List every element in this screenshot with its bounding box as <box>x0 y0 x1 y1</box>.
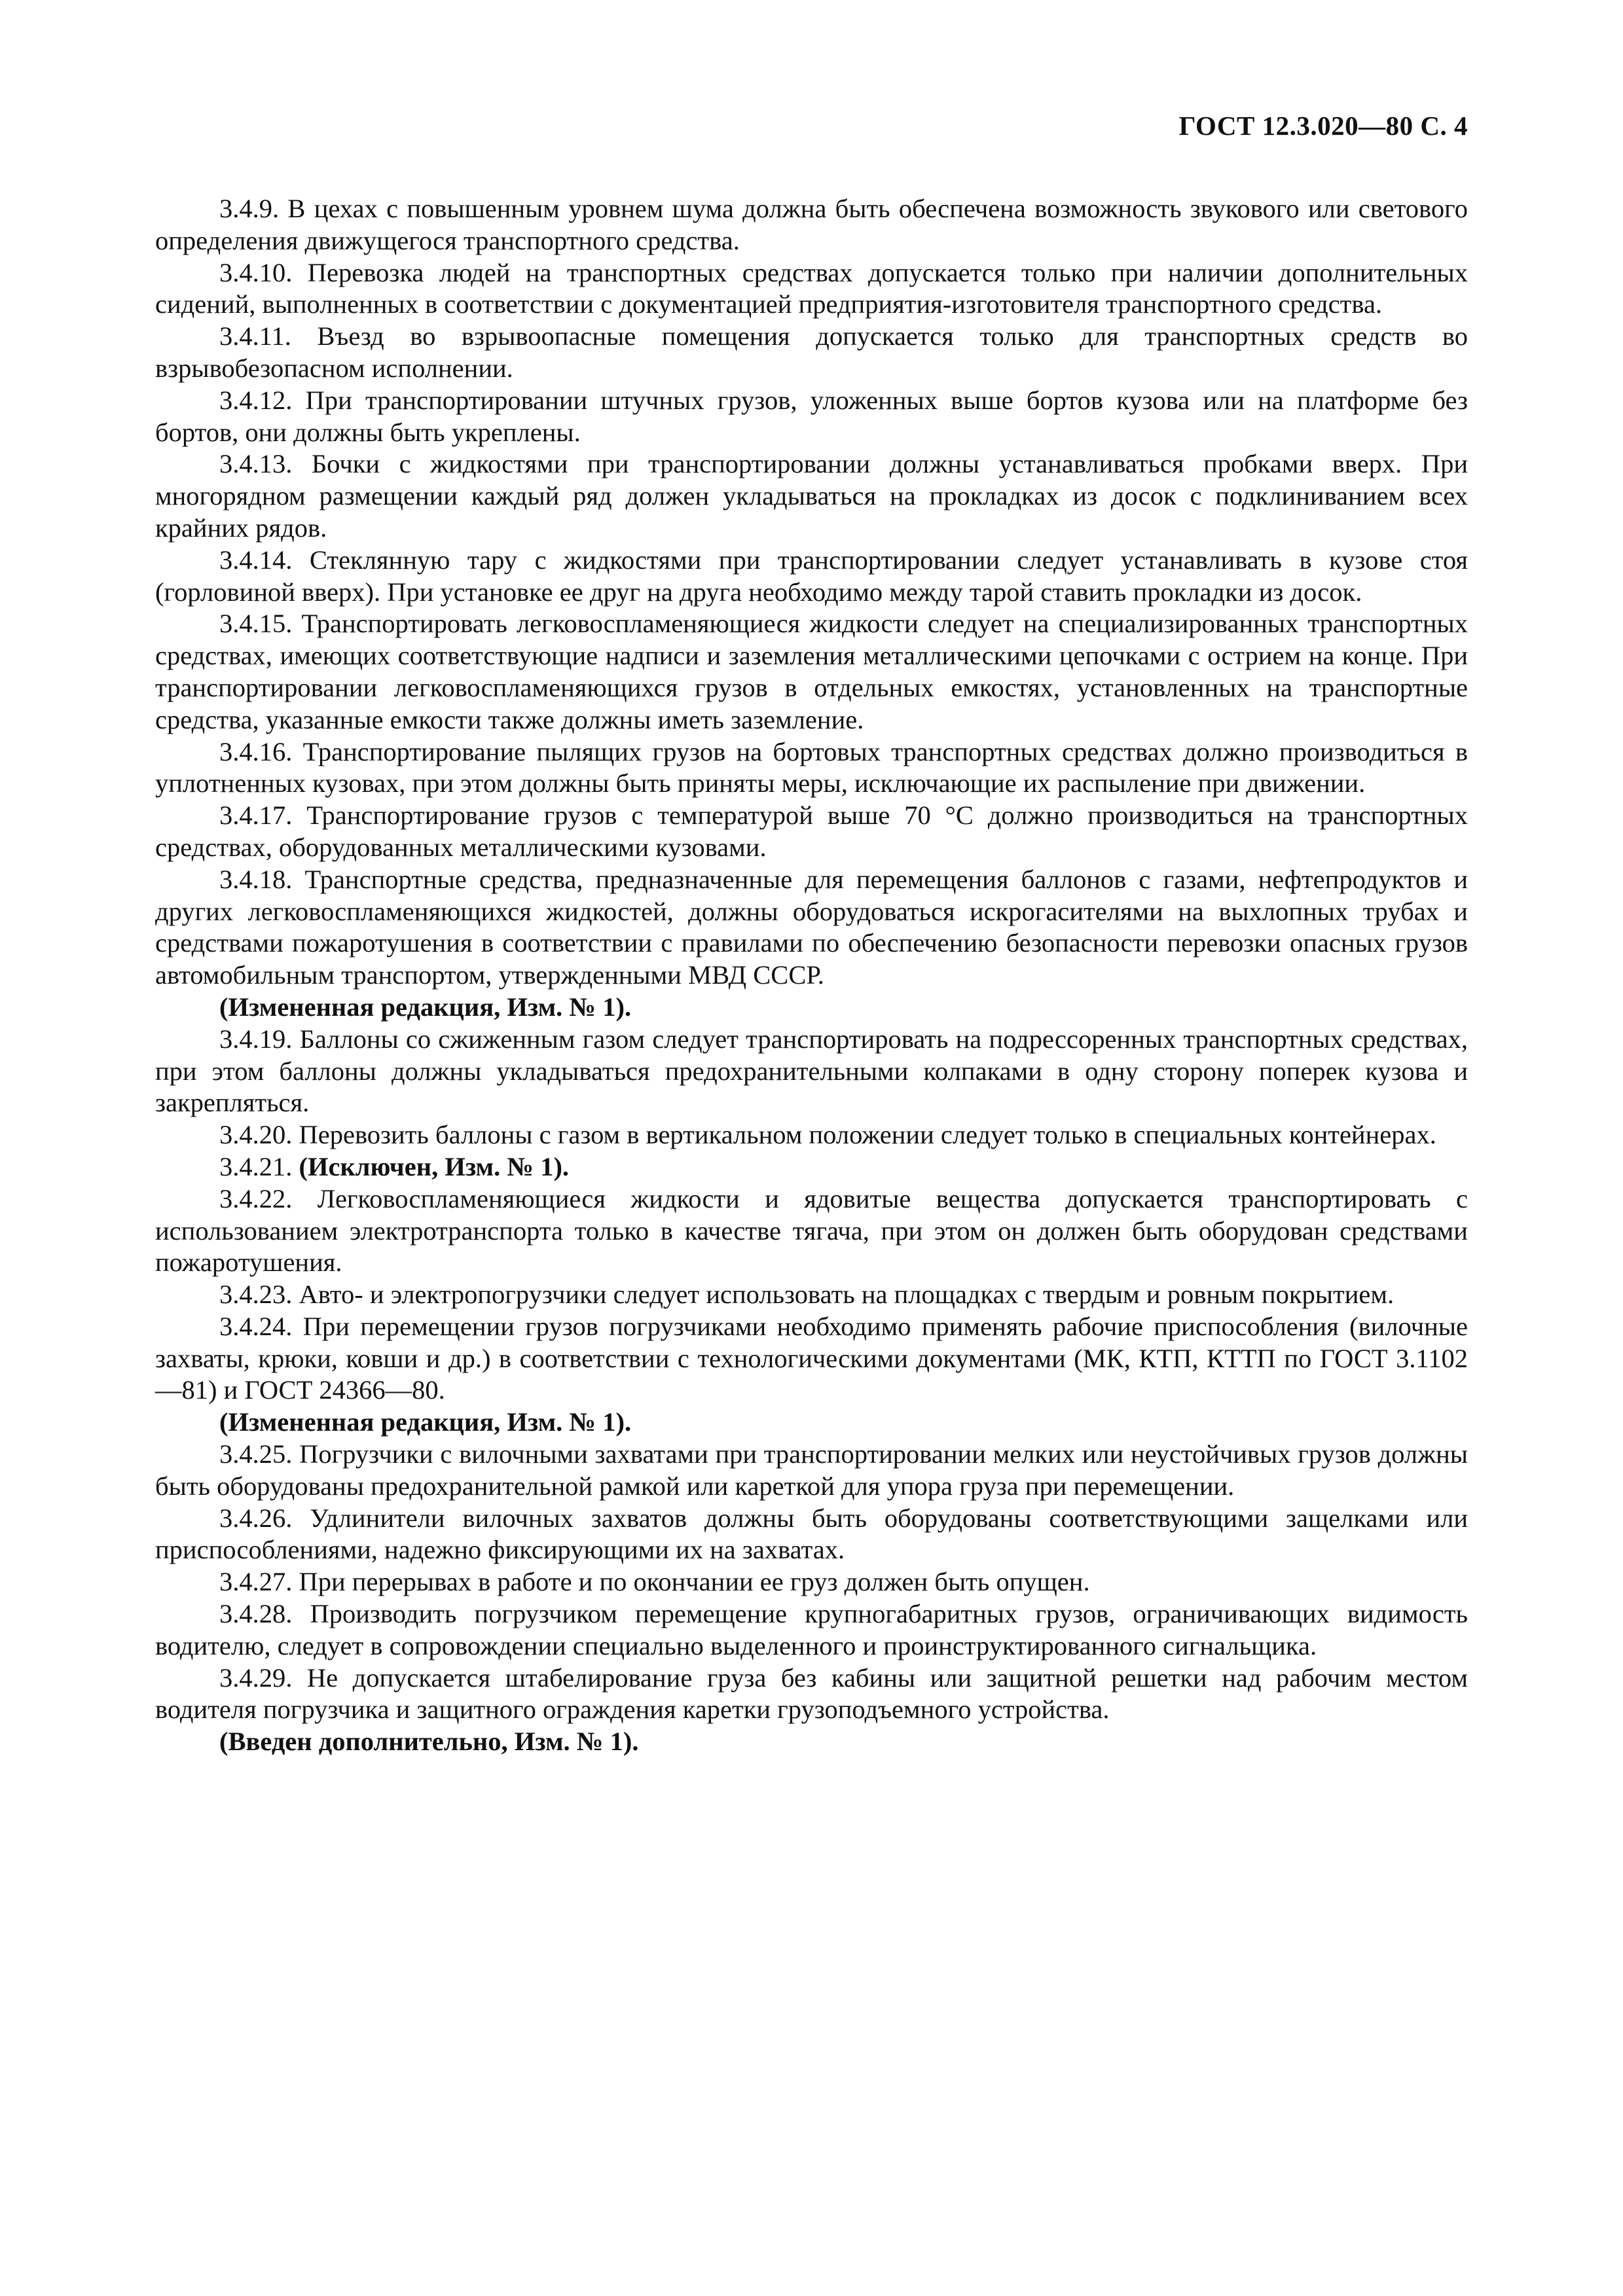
clause-paragraph <box>155 1503 1468 1567</box>
clause-paragraph <box>155 321 1468 385</box>
clause-paragraph <box>155 1151 1468 1183</box>
amendment-note: (Введен дополнительно, Изм. № 1). <box>219 1727 639 1757</box>
clause-paragraph <box>155 545 1468 609</box>
clause-text: Баллоны со сжиженным газом следует транспортировать на подрессоренных транспортных средствах, при этом баллоны должны укладываться предохранительными колпаками в одну сторону поперек кузова и закрепляться. <box>155 1024 1468 1118</box>
clause-number: 3.4.21. <box>219 1151 293 1181</box>
clause-number: 3.4.25. <box>219 1439 293 1469</box>
amendment-note: (Измененная редакция, Изм. № 1). <box>219 1407 632 1437</box>
clause-paragraph <box>155 1598 1468 1662</box>
clause-number: 3.4.18. <box>219 864 293 894</box>
clause-paragraph <box>155 1439 1468 1503</box>
clause-paragraph <box>155 1662 1468 1727</box>
clause-text: Транспортные средства, предназначенные для перемещения баллонов с газами, нефтепродуктов и других легковоспламеняющихся жидкостей, должны оборудоваться искрогасителями на выхлопных трубах и средствами пожаротушения в соответствии с правилами по обеспечению безопасности перевозки опасных грузов автомобильным транспортом, утвержденными МВД СССР. <box>155 864 1468 990</box>
clause-number: 3.4.17. <box>219 800 293 831</box>
clause-number: 3.4.15. <box>219 609 293 639</box>
clause-text: Перевозить баллоны с газом в вертикальном положении следует только в специальных контейнерах. <box>299 1120 1436 1150</box>
amendment-note: (Измененная редакция, Изм. № 1). <box>219 992 632 1022</box>
clause-text: Бочки с жидкостями при транспортировании должны устанавливаться пробками вверх. При многорядном размещении каждый ряд должен укладываться на прокладках из досок с подклиниванием всех крайних рядов. <box>155 449 1468 543</box>
clause-text: Перевозка людей на транспортных средствах допускается только при наличии дополнительных сидений, выполненных в соответствии с документацией предприятия-изготовителя транспортного средства. <box>155 257 1468 319</box>
clause-paragraph <box>155 608 1468 736</box>
clause-text: Удлинители вилочных захватов должны быть оборудованы соответствующими защелками или приспособлениями, надежно фиксирующими их на захватах. <box>155 1503 1468 1565</box>
clause-number: 3.4.26. <box>219 1503 293 1533</box>
clause-number: 3.4.20. <box>219 1120 293 1150</box>
clause-number: 3.4.27. <box>219 1567 293 1597</box>
clause-text: Транспортировать легковоспламеняющиеся жидкости следует на специализированных транспортных средствах, имеющих соответствующие надписи и заземления металлическими цепочками с острием на конце. При транспортировании легковоспламеняющихся грузов в отдельных емкостях, установленных на транспортные средства, указанные емкости также должны иметь заземление. <box>155 609 1468 734</box>
clause-text: Транспортирование грузов с температурой выше 70 °С должно производиться на транспортных средствах, оборудованных металлическими кузовами. <box>155 800 1468 862</box>
clause-text: Въезд во взрывоопасные помещения допускается только для транспортных средств во взрывобезопасном исполнении. <box>155 321 1468 383</box>
clause-text: Авто- и электропогрузчики следует использовать на площадках с твердым и ровным покрытием. <box>299 1280 1395 1310</box>
clause-paragraph <box>155 1024 1468 1119</box>
clause-text: Легковоспламеняющиеся жидкости и ядовитые вещества допускается транспортировать с использованием электротранспорта только в качестве тягача, при этом он должен быть оборудован средствами пожаротушения. <box>155 1183 1468 1278</box>
clause-paragraph <box>155 1119 1468 1151</box>
clause-text-bold: (Исключен, Изм. № 1). <box>299 1151 570 1181</box>
clause-paragraph <box>155 1311 1468 1407</box>
clause-number: 3.4.16. <box>219 736 293 766</box>
clause-paragraph <box>155 1183 1468 1279</box>
clause-number: 3.4.10. <box>219 257 293 287</box>
clause-paragraph <box>155 1279 1468 1311</box>
clause-paragraph <box>155 1566 1468 1598</box>
document-body <box>155 193 1468 1758</box>
clause-number: 3.4.11. <box>219 321 291 351</box>
clause-number: 3.4.28. <box>219 1599 293 1629</box>
clause-text: Не допускается штабелирование груза без кабины или защитной решетки над рабочим местом водителя погрузчика и защитного ограждения каретки грузоподъемного устройства. <box>155 1662 1468 1725</box>
clause-number: 3.4.24. <box>219 1311 293 1341</box>
clause-text: В цехах с повышенным уровнем шума должна быть обеспечена возможность звукового или светового определения движущегося транспортного средства. <box>155 194 1468 255</box>
clause-paragraph <box>155 448 1468 544</box>
clause-text: Погрузчики с вилочными захватами при транспортировании мелких или неустойчивых грузов должны быть оборудованы предохранительной рамкой или кареткой для упора груза при перемещении. <box>155 1439 1468 1501</box>
clause-text: Стеклянную тару с жидкостями при транспортировании следует устанавливать в кузове стоя (горловиной вверх). При установке ее друг на друга необходимо между тарой ставить прокладки из досок. <box>155 545 1468 607</box>
clause-text: Производить погрузчиком перемещение крупногабаритных грузов, ограничивающих видимость водителю, следует в сопровождении специально выделенного и проинструктированного сигнальщика. <box>155 1599 1468 1660</box>
clause-paragraph <box>155 257 1468 321</box>
clause-number: 3.4.23. <box>219 1280 293 1310</box>
page-header: ГОСТ 12.3.020—80 С. 4 <box>1178 111 1468 141</box>
clause-text: При перерывах в работе и по окончании ее груз должен быть опущен. <box>299 1567 1090 1597</box>
clause-number: 3.4.22. <box>219 1183 293 1213</box>
clause-text: При перемещении грузов погрузчиками необходимо применять рабочие приспособления (вилочные захваты, крюки, ковши и др.) в соответствии с технологическими документами (МК, КТП, КТТП по ГОСТ 3.1102—81) и ГОСТ 24366—80. <box>155 1311 1468 1405</box>
clause-number: 3.4.14. <box>219 545 293 575</box>
clause-paragraph <box>155 385 1468 449</box>
clause-text: При транспортировании штучных грузов, уложенных выше бортов кузова или на платформе без бортов, они должны быть укреплены. <box>155 385 1468 447</box>
clause-paragraph <box>155 800 1468 864</box>
clause-paragraph <box>155 736 1468 800</box>
clause-number: 3.4.13. <box>219 449 293 479</box>
clause-number: 3.4.9. <box>219 194 280 223</box>
clause-paragraph <box>155 864 1468 992</box>
clause-paragraph <box>155 193 1468 257</box>
clause-text: Транспортирование пылящих грузов на бортовых транспортных средствах должно производиться в уплотненных кузовах, при этом должны быть приняты меры, исключающие их распыление при движении. <box>155 736 1468 798</box>
clause-number: 3.4.29. <box>219 1662 293 1693</box>
clause-number: 3.4.19. <box>219 1024 293 1054</box>
clause-number: 3.4.12. <box>219 385 293 415</box>
